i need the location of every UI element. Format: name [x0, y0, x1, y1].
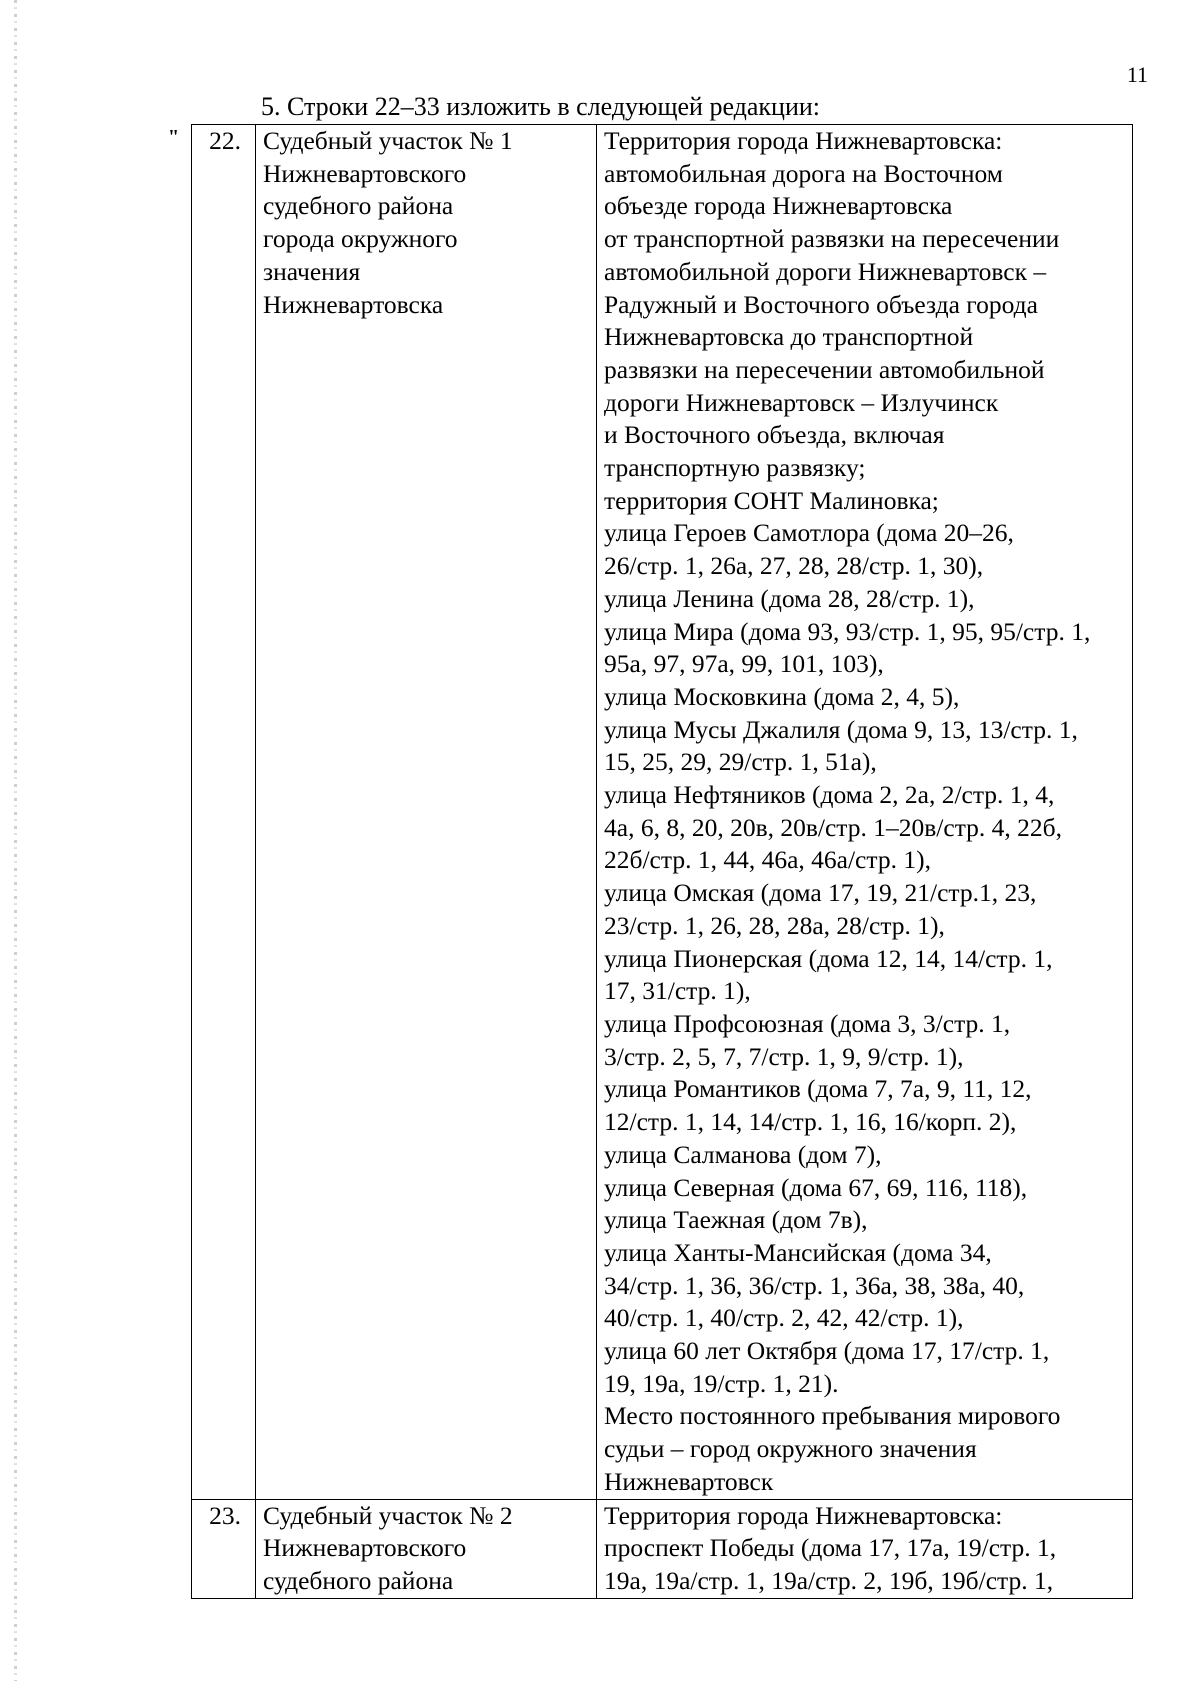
territory-line: улица Мира (дома 93, 93/стр. 1, 95, 95/стр. 1, — [604, 616, 1091, 646]
territory-line: Радужный и Восточного объезда города — [604, 289, 1038, 319]
territory-line: Место постоянного пребывания мирового — [604, 1401, 1061, 1431]
court-district-cell — [256, 125, 597, 1500]
court-name-line: Нижневартовского — [263, 158, 467, 188]
territory-line: 23/стр. 1, 26, 28, 28а, 28/стр. 1), — [604, 910, 945, 940]
opening-quote-mark: " — [168, 126, 180, 148]
territory-cell — [597, 125, 1133, 1500]
territory-line: улица Омская (дома 17, 19, 21/стр.1, 23, — [604, 878, 1037, 908]
territory-line: 17, 31/стр. 1), — [604, 976, 751, 1006]
territory-line: и Восточного объезда, включая — [604, 420, 945, 450]
territory-line: улица Северная (дома 67, 69, 116, 118), — [604, 1172, 1028, 1202]
territory-line: территория СОНТ Малиновка; — [604, 485, 939, 515]
territory-line: 15, 25, 29, 29/стр. 1, 51а), — [604, 747, 877, 777]
territory-line: автомобильной дороги Нижневартовск – — [604, 256, 1047, 286]
territory-line: Территория города Нижневартовска: — [604, 1500, 1003, 1530]
territory-line: улица Профсоюзная (дома 3, 3/стр. 1, — [604, 1008, 1011, 1038]
row-number: 23. — [192, 1499, 256, 1598]
territory-line: улица Ханты-Мансийская (дома 34, — [604, 1237, 992, 1267]
court-name-line: судебного района — [263, 191, 454, 221]
court-name-line: Нижневартовского — [263, 1533, 467, 1563]
table-row — [192, 1499, 1133, 1598]
scan-edge-artifact — [14, 0, 17, 1681]
territory-line: Нижневартовска до транспортной — [604, 322, 974, 352]
court-district-cell — [256, 1499, 597, 1598]
territory-line: 4а, 6, 8, 20, 20в, 20в/стр. 1–20в/стр. 4, 22б, — [604, 812, 1063, 842]
territory-line: 34/стр. 1, 36, 36/стр. 1, 36а, 38, 38а, 40, — [604, 1270, 1025, 1300]
court-name-line: Нижневартовска — [263, 289, 444, 319]
territory-line: судьи – город окружного значения — [604, 1434, 977, 1464]
court-name-line: значения — [263, 256, 361, 286]
territory-line: улица Салманова (дом 7), — [604, 1139, 882, 1169]
territory-line: автомобильная дорога на Восточном — [604, 158, 1003, 188]
page-number: 11 — [1126, 62, 1148, 87]
row-number: 22. — [192, 125, 256, 1500]
territory-line: 26/стр. 1, 26а, 27, 28, 28/стр. 1, 30), — [604, 551, 984, 581]
table-row — [192, 125, 1133, 1500]
territory-line: улица Мусы Джалиля (дома 9, 13, 13/стр. 1, — [604, 714, 1078, 744]
territory-line: улица Московкина (дома 2, 4, 5), — [604, 681, 960, 711]
territory-cell — [597, 1499, 1133, 1598]
territory-line: улица Героев Самотлора (дома 20–26, — [604, 518, 1014, 548]
territory-line: улица Романтиков (дома 7, 7а, 9, 11, 12, — [604, 1074, 1032, 1104]
territory-line: Территория города Нижневартовска: — [604, 126, 1003, 155]
court-name-line: Судебный участок № 1 — [263, 126, 513, 155]
court-districts-table — [191, 124, 1133, 1599]
territory-line: от транспортной развязки на пересечении — [604, 224, 1060, 254]
territory-line: 95а, 97, 97а, 99, 101, 103), — [604, 649, 884, 679]
table-body — [192, 125, 1133, 1599]
territory-line: улица Нефтяников (дома 2, 2а, 2/стр. 1, 4, — [604, 780, 1055, 810]
court-name-line: Судебный участок № 2 — [263, 1500, 513, 1530]
territory-line: 22б/стр. 1, 44, 46а, 46а/стр. 1), — [604, 845, 931, 875]
territory-line: 12/стр. 1, 14, 14/стр. 1, 16, 16/корп. 2), — [604, 1107, 1017, 1137]
territory-line: объезде города Нижневартовска — [604, 191, 953, 221]
territory-line: развязки на пересечении автомобильной — [604, 354, 1045, 384]
territory-line: улица Ленина (дома 28, 28/стр. 1), — [604, 583, 975, 613]
territory-line: транспортную развязку; — [604, 453, 866, 483]
court-name-line: города окружного — [263, 224, 458, 254]
territory-line: 40/стр. 1, 40/стр. 2, 42, 42/стр. 1), — [604, 1303, 964, 1333]
territory-line: улица 60 лет Октября (дома 17, 17/стр. 1, — [604, 1336, 1050, 1366]
territory-line: улица Пионерская (дома 12, 14, 14/стр. 1, — [604, 943, 1053, 973]
territory-line: 3/стр. 2, 5, 7, 7/стр. 1, 9, 9/стр. 1), — [604, 1041, 964, 1071]
territory-line: проспект Победы (дома 17, 17а, 19/стр. 1, — [604, 1533, 1057, 1563]
territory-line: 19а, 19а/стр. 1, 19а/стр. 2, 19б, 19б/стр. 1, — [604, 1565, 1054, 1595]
territory-line: улица Таежная (дом 7в), — [604, 1205, 868, 1235]
territory-line: 19, 19а, 19/стр. 1, 21). — [604, 1368, 839, 1398]
amendment-intro: 5. Строки 22–33 изложить в следующей редакции: — [261, 92, 821, 121]
territory-line: Нижневартовск — [604, 1466, 774, 1496]
territory-line: дороги Нижневартовск – Излучинск — [604, 387, 999, 417]
court-name-line: судебного района — [263, 1565, 454, 1595]
